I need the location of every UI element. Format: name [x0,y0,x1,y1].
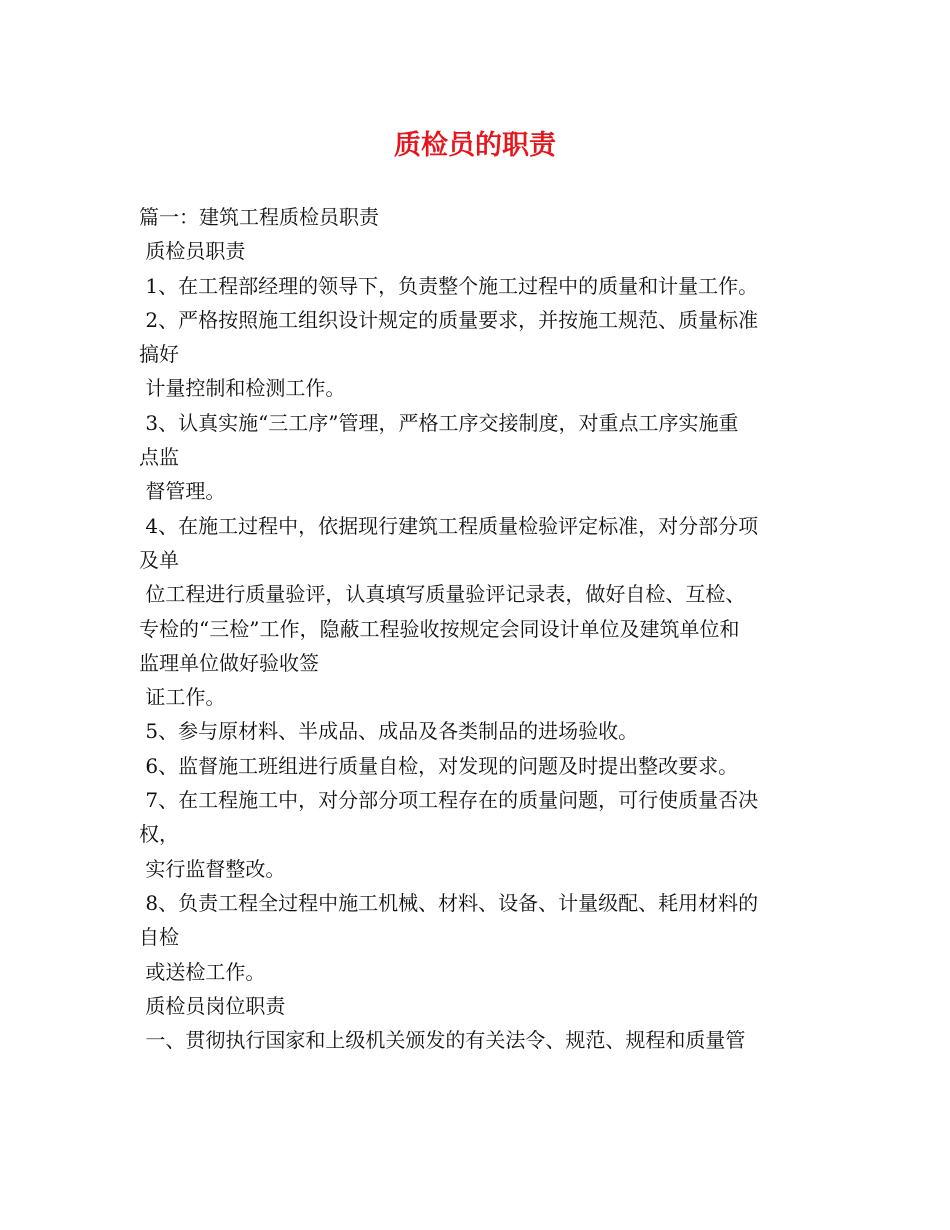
text-line: 点监 [139,445,179,470]
text-line: 3、认真实施“三工序”管理，严格工序交接制度，对重点工序实施重 [139,410,739,435]
text-line: 质检员岗位职责 [139,993,286,1018]
text-line: 质检员职责 [139,239,246,264]
text-line: 督管理。 [139,479,226,504]
text-line: 位工程进行质量验评，认真填写质量验评记录表，做好自检、互检、 [139,582,746,607]
document-body [139,200,819,1057]
text-line: 专检的“三检”工作，隐蔽工程验收按规定会同设计单位及建筑单位和 [139,616,740,641]
text-line: 证工作。 [139,685,226,710]
text-line: 4、在施工过程中，依据现行建筑工程质量检验评定标准，对分部分项 [139,513,759,538]
text-line: 7、在工程施工中，对分部分项工程存在的质量问题，可行使质量否决 [139,788,759,813]
text-line: 权， [139,822,179,847]
text-line: 6、监督施工班组进行质量自检，对发现的问题及时提出整改要求。 [139,753,739,778]
text-line: 或送检工作。 [139,959,266,984]
text-line: 自检 [139,925,179,950]
text-line: 监理单位做好验收签 [139,650,319,675]
text-line: 8、负责工程全过程中施工机械、材料、设备、计量级配、耗用材料的 [139,890,759,915]
text-line: 搞好 [139,342,179,367]
text-line: 及单 [139,547,179,572]
text-line: 5、参与原材料、半成品、成品及各类制品的进场验收。 [139,719,639,744]
text-line: 1、在工程部经理的领导下，负责整个施工过程中的质量和计量工作。 [139,273,759,298]
text-line: 2、严格按照施工组织设计规定的质量要求，并按施工规范、质量标准 [139,307,759,332]
text-line: 计量控制和检测工作。 [139,376,346,401]
text-line: 实行监督整改。 [139,856,286,881]
document-title: 质检员的职责 [394,130,556,161]
text-line: 篇一：建筑工程质检员职责 [139,205,379,229]
text-line: 一、贯彻执行国家和上级机关颁发的有关法令、规范、规程和质量管 [139,1028,746,1053]
